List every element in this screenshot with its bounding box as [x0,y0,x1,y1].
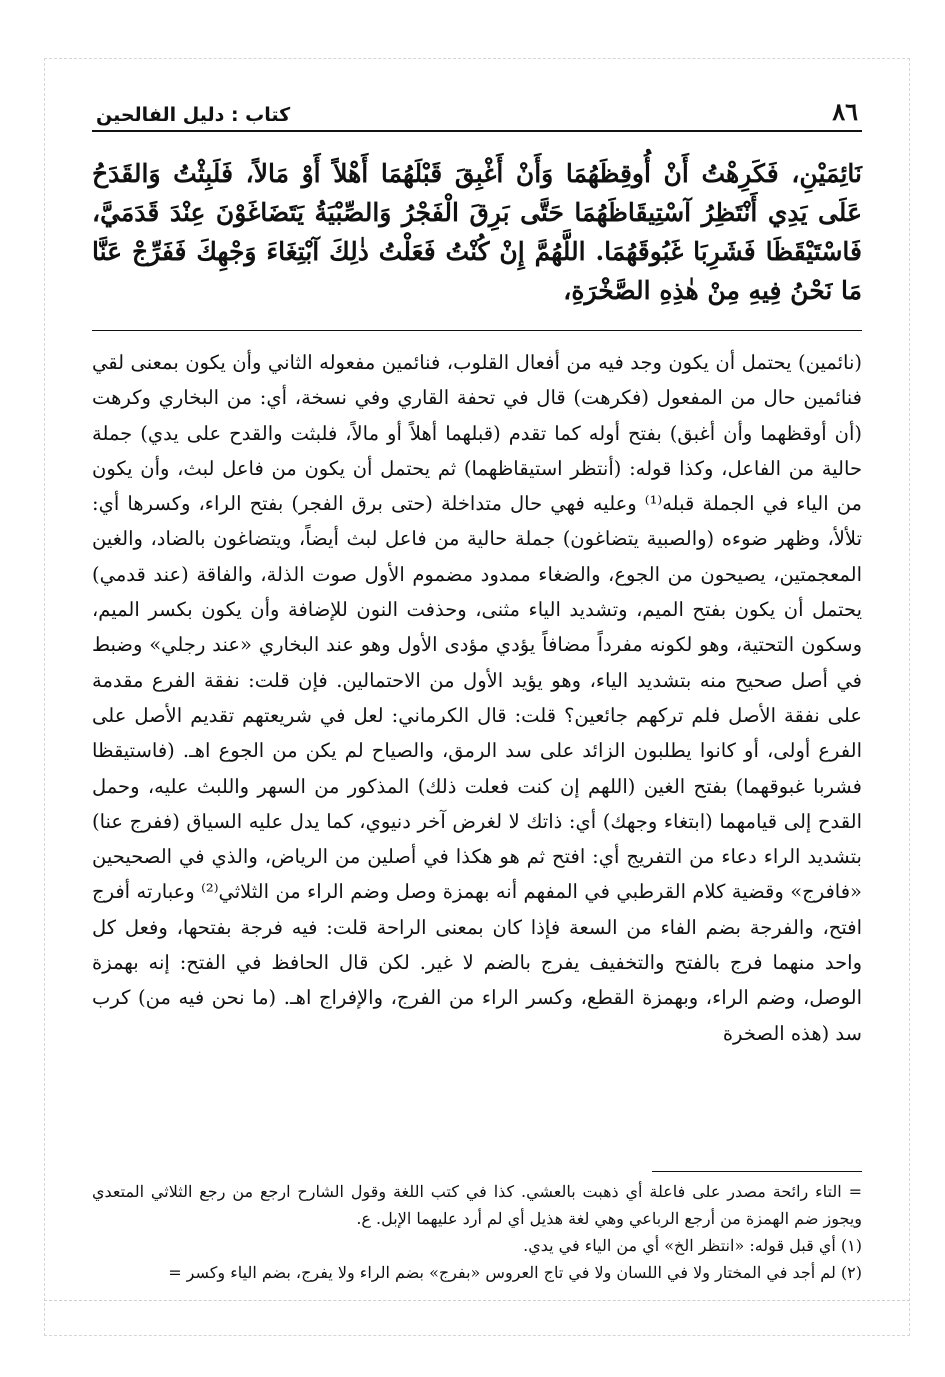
page-header [92,92,862,132]
hadith-text-block [92,154,862,331]
footnotes [92,1178,862,1286]
hadith-text: نَائِمَيْنِ، فَكَرِهْتُ أَنْ أُوقِظَهُمَا وَأَنْ أَغْبِقَ قَبْلَهُمَا أَهْلاً أَوْ مَالاً، فَلَبِثْتُ وَالقَدَحُ عَلَى يَدِي أَنْتَظِرُ آسْتِيقَاظَهُمَا حَتَّى بَرِقَ الْفَجْرُ وَالصِّبْيَةُ يَتَضَاغَوْنَ عِنْدَ قَدَمَيَّ، فَاسْتَيْقَظَا فَشَرِبَا غَبُوقَهُمَا. اللَّهُمَّ إِنْ كُنْتُ فَعَلْتُ ذٰلِكَ آبْتِغَاءَ وَجْهِكَ فَفَرِّجْ عَنَّا مَا نَحْنُ فِيهِ مِنْ هٰذِهِ الصَّخْرَةِ، [92,159,862,305]
footnote-continuation: = التاء رائحة مصدر على فاعلة أي ذهبت بالعشي. كذا في كتب اللغة وقول الشارح ارجع من رجع الثلاثي المتعدي ويجوز ضم الهمزة من أرجع الرباعي وهي لغة هذيل أي لم أرد عليهما الإبل. ع. [92,1182,862,1228]
footnote-2: (٢) لم أجد في المختار ولا في اللسان ولا في تاج العروس «بفرج» بضم الراء ولا يفرج، بضم الياء وكسر = [168,1263,862,1282]
page-number: ٨٦ [832,97,858,126]
footnote-1: (١) أي قبل قوله: «انتظر الخ» أي من الياء في يدي. [523,1236,862,1255]
commentary-text: (نائمين) يحتمل أن يكون وجد فيه من أفعال القلوب، فنائمين مفعوله الثاني وأن يكون بمعنى لقي فنائمين حال من المفعول (فكرهت) قال في تحفة القاري وفي نسخة، أي: من البخاري وكرهت (أن أوقظهما وأن أغبق) بفتح أوله كما تقدم (قبلهما أهلاً أو مالاً، فلبثت والقدح على يدي) جملة حالية من الفاعل، وكذا قوله: (أنتظر استيقاظهما) ثم يحتمل أن يكون من فاعل لبث، وأن يكون من الياء في الجملة قبله⁽¹⁾ وعليه فهي حال متداخلة (حتى برق الفجر) بفتح الراء، وكسرها أي: تلألأ، وظهر ضوءه (والصبية يتضاغون) جملة حالية من فاعل لبث أيضاً، ويتضاغون بالضاد، والغين المعجمتين، يصيحون من الجوع، والضغاء ممدود مضموم الأول صوت الذلة، والفاقة (عند قدمي) يحتمل أن يكون بفتح الميم، وتشديد الياء مثنى، وحذفت النون للإضافة وأن يكون بكسر الميم، وسكون التحتية، وهو لكونه مفرداً مضافاً يؤدي مؤدى الأول وهو عند البخاري «عند رجلي» وضبط في أصل صحيح منه بتشديد الياء، وهو يؤيد الأول من الاحتمالين. فإن قلت: نفقة الفرع مقدمة على نفقة الأصل فلم تركهم جائعين؟ قلت: قال الكرماني: لعل في شريعتهم تقديم الأصل على الفرع أولى، أو كانوا يطلبون الزائد على سد الرمق، والصياح لم يكن من الجوع اهـ. (فاستيقظا فشربا غبوقهما) بفتح الغين (اللهم إن كنت فعلت ذلك) المذكور من السهر واللبث عليه، وحمل القدح إلى قيامهما (ابتغاء وجهك) أي: ذاتك لا لغرض آخر دنيوي، كما يدل عليه السياق (ففرج عنا) بتشديد الراء دعاء من التفريج أي: افتح ثم هو هكذا في أصلين من الرياض، والذي في الصحيحين «فافرج» وقضية كلام القرطبي في المفهم أنه بهمزة وصل وضم الراء من الثلاثي⁽²⁾ وعبارته أفرج افتح، والفرجة بضم الفاء من السعة فإذا كان بمعنى الراحة قلت: فيه فرجة بفتحها، وفعل كل واحد منهما فرج بالفتح والتخفيف يفرج بالضم لا غير. لكن قال الحافظ في الفتح: إنه بهمزة الوصل، وضم الراء، وبهمزة القطع، وكسر الراء من الفرج، والإفراج اهـ. (ما نحن فيه من) كرب سد (هذه الصخرة [92,351,862,1045]
book-page [92,92,862,1286]
commentary-block [92,345,862,1163]
footnote-separator [652,1171,862,1172]
book-title: كتاب : دليل الفالحين [96,104,291,126]
page-bottom-border [44,1300,910,1301]
